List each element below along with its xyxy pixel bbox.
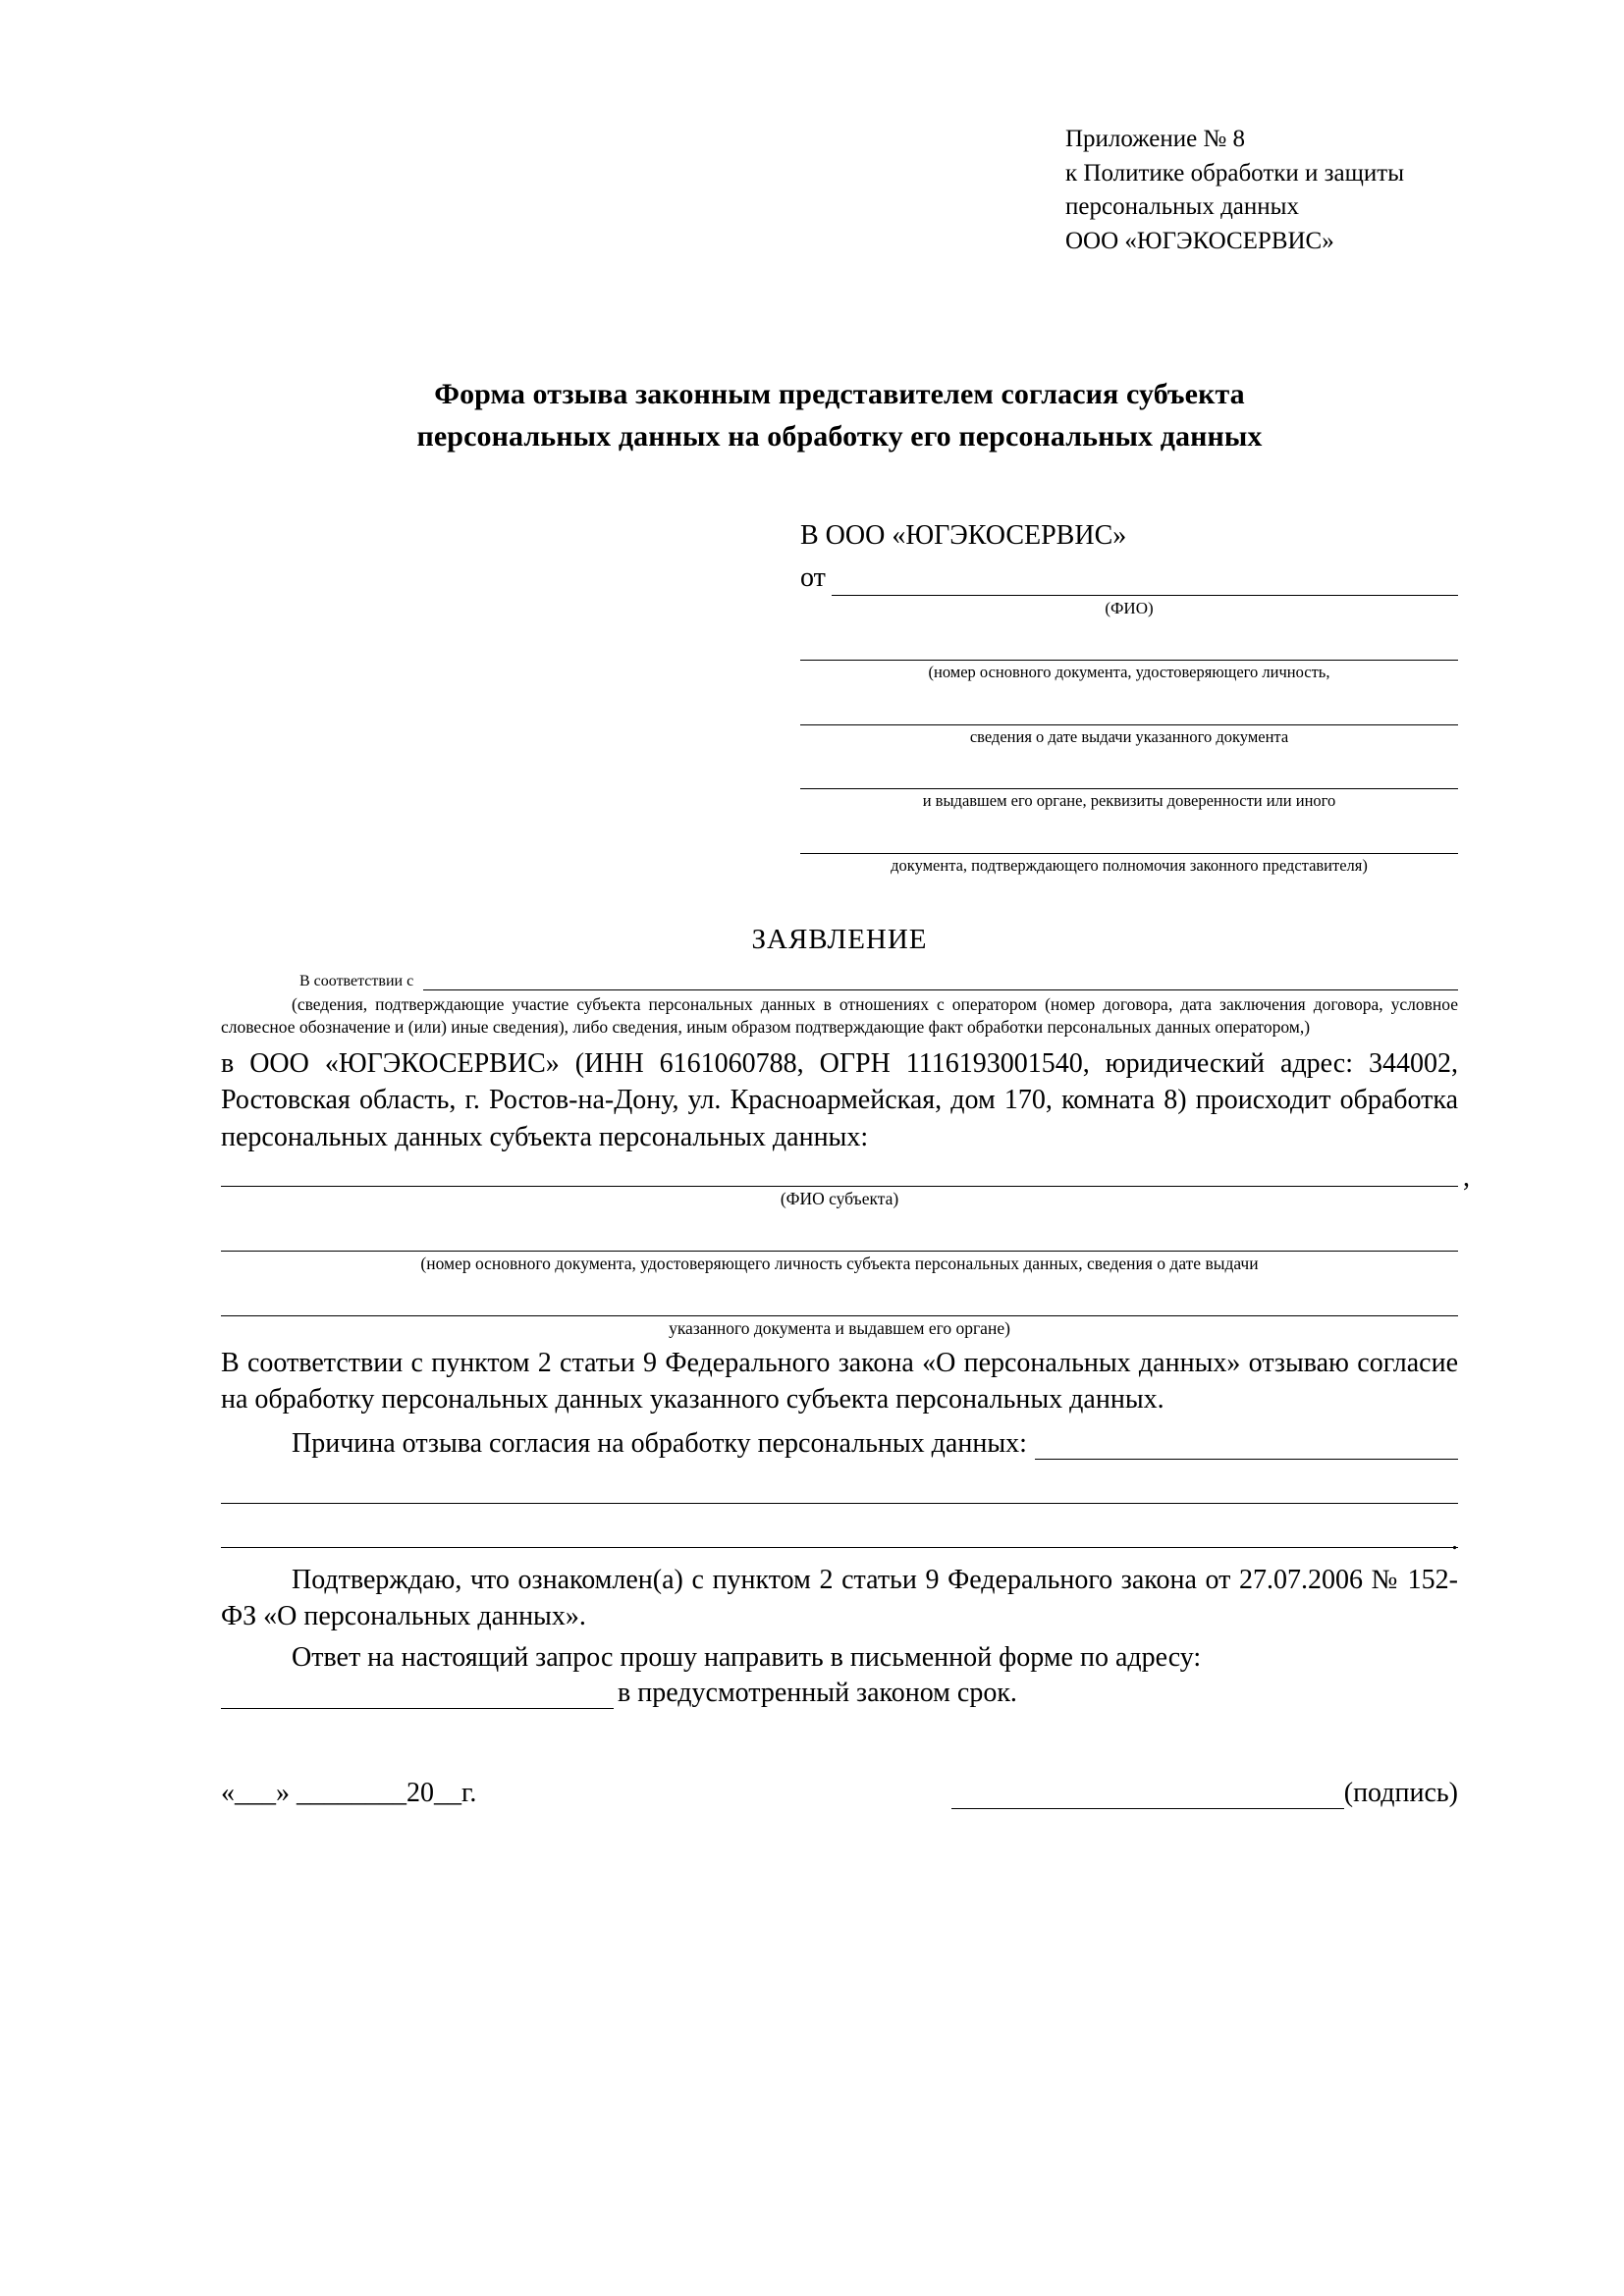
subject-fio-fill-line[interactable] — [221, 1156, 1470, 1193]
statement-fineprint-line-1: (сведения, подтверждающие участие субъекта персональных данных в отношениях с оператором (номер договора, дата — [292, 993, 1213, 1014]
subject-doc-caption-2: указанного документа и выдавшем его органе) — [669, 1317, 1010, 1338]
statement-reason-fill-line-1[interactable] — [1035, 1437, 1458, 1460]
header-line-1: Приложение № 8 — [1065, 126, 1246, 152]
document-header — [1065, 123, 1458, 258]
statement-answer-tail: в предусмотренный законом срок. — [618, 1678, 1017, 1709]
statement-fineprint-line-2: заключения договора, условное словесное обозначение и (или) иные сведения), либо сведения, иным образом подтверждающие факт — [221, 993, 1458, 1038]
statement-revoke-paragraph: В соответствии с пунктом 2 статьи 9 Федерального закона «О персональных данных» отзываю согласие на обработку персональных данных указанного субъекта персональных данных. — [221, 1347, 1458, 1415]
statement-answer-address-row — [221, 1678, 1458, 1709]
subject-fio-caption: (ФИО субъекта) — [780, 1188, 899, 1208]
statement-heading: ЗАЯВЛЕНИЕ — [751, 923, 928, 955]
addressee-doc-date-fill-line[interactable] — [800, 699, 1458, 725]
statement-intro-row — [221, 968, 1458, 990]
statement-fineprint-line-3: обработки персональных данных оператором,) — [967, 1017, 1311, 1038]
addressee-doc-date-group — [800, 699, 1458, 748]
header-line-2: к Политике обработки и защиты — [1065, 159, 1405, 187]
statement-intro-fill-line[interactable] — [423, 968, 1458, 990]
addressee-doc-auth-group — [800, 828, 1458, 877]
statement-confirm-paragraph: Подтверждаю, что ознакомлен(а) с пунктом 2 статьи 9 Федерального закона от 27.07.2006 № 152-ФЗ «О персональных данных». — [221, 1564, 1458, 1632]
statement-intro-text: В соответствии с — [299, 972, 414, 989]
signature-label: (подпись) — [1343, 1778, 1458, 1809]
addressee-organization: В ООО «ЮГЭКОСЕРВИС» — [800, 520, 1127, 552]
addressee-from-row — [800, 561, 1458, 596]
statement-org-paragraph: в ООО «ЮГЭКОСЕРВИС» (ИНН 6161060788, ОГРН 1116193001540, юридический адрес: 344002, Ростовская область, г. Ростов-на-Дону, ул. Красноармейская, дом 170, комната 8) происходит обработка персональных данных субъекта персональных данных: — [221, 1047, 1458, 1152]
addressee-from-label: от — [800, 561, 826, 593]
addressee-doc-organ-group — [800, 763, 1458, 812]
addressee-doc-auth-fill-line[interactable] — [800, 828, 1458, 854]
addressee-doc-organ-fill-line[interactable] — [800, 763, 1458, 789]
statement-fineprint — [221, 993, 1458, 1040]
addressee-doc-number-caption: (номер основного документа, удостоверяющего личность, — [928, 663, 1330, 682]
signature-date-line[interactable]: «___» ________20__г. — [221, 1778, 477, 1809]
subject-doc-fill-line-1[interactable] — [221, 1221, 1458, 1252]
subject-fio-comma: , — [1463, 1161, 1470, 1193]
addressee-fio-fill-line[interactable] — [832, 573, 1458, 596]
addressee-doc-number-group — [800, 634, 1458, 683]
addressee-block — [800, 518, 1458, 877]
addressee-doc-auth-caption: документа, подтверждающего полномочия законного представителя) — [891, 856, 1368, 876]
page-title-line-1: Форма отзыва законным представителем согласия субъекта — [434, 378, 1245, 410]
header-line-3: персональных данных — [1065, 193, 1299, 220]
statement-reason-label: Причина отзыва согласия на обработку персональных данных: — [292, 1427, 1027, 1459]
addressee-doc-date-caption: сведения о дате выдачи указанного документа — [969, 726, 1289, 746]
statement-reason-row — [221, 1428, 1458, 1460]
page-title — [221, 374, 1458, 457]
addressee-fio-caption: (ФИО) — [1105, 598, 1154, 617]
addressee-doc-number-fill-line[interactable] — [800, 634, 1458, 661]
statement-reason-fill-line-3[interactable] — [221, 1516, 1458, 1556]
statement-answer-address-fill-line[interactable] — [221, 1686, 614, 1709]
subject-doc-fill-line-2[interactable] — [221, 1286, 1458, 1316]
signature-row — [221, 1778, 1458, 1809]
subject-doc-caption-1: (номер основного документа, удостоверяющего личность субъекта персональных данных, сведения о дате выдачи — [420, 1253, 1259, 1273]
header-line-4: ООО «ЮГЭКОСЕРВИС» — [1065, 227, 1334, 254]
statement-reason-fill-line-2[interactable] — [221, 1471, 1458, 1504]
statement-reason-period: . — [1451, 1524, 1458, 1556]
addressee-doc-organ-caption: и выдавшем его органе, реквизиты доверенности или иного — [922, 791, 1336, 811]
page-title-line-2: персональных данных на обработку его персональных данных — [416, 419, 1263, 453]
signature-fill-line[interactable] — [951, 1785, 1344, 1809]
document-content — [221, 123, 1470, 1809]
statement-answer-paragraph: Ответ на настоящий запрос прошу направить в письменной форме по адресу: — [292, 1641, 1202, 1673]
